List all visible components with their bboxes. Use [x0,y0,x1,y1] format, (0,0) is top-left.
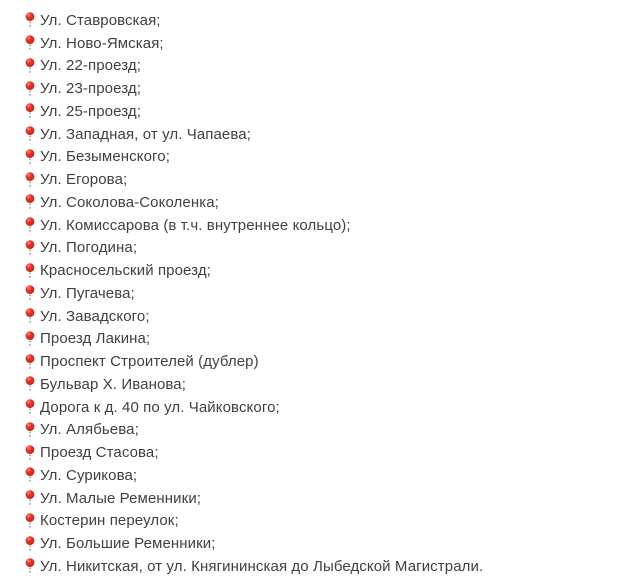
street-list-item [0,237,637,260]
round-pushpin-icon [25,285,35,301]
round-pushpin-icon [25,422,35,438]
street-list-item [0,55,637,78]
street-list-item [0,532,637,555]
street-list-item [0,487,637,510]
street-list-item [0,305,637,328]
street-name: Ул. Малые Ременники; [40,489,202,507]
street-list-item [0,510,637,533]
street-list-item [0,464,637,487]
street-list-item [0,146,637,169]
round-pushpin-icon [25,558,35,574]
round-pushpin-icon [25,217,35,233]
round-pushpin-icon [25,149,35,165]
street-name: Ул. Пугачева; [40,284,135,302]
street-list-item [0,168,637,191]
round-pushpin-icon [25,331,35,347]
street-name: Ул. 25-проезд; [40,102,141,120]
street-name: Бульвар Х. Иванова; [40,375,187,393]
street-list-item [0,259,637,282]
round-pushpin-icon [25,194,35,210]
street-list-item [0,373,637,396]
round-pushpin-icon [25,445,35,461]
street-list-item [0,100,637,123]
street-list-item [0,214,637,237]
street-name: Ул. 22-проезд; [40,57,141,75]
street-name: Ул. Алябьева; [40,421,139,439]
street-list-item [0,282,637,305]
round-pushpin-icon [25,240,35,256]
street-list-item [0,328,637,351]
round-pushpin-icon [25,263,35,279]
street-name: Проспект Строителей (дублер) [40,353,259,371]
street-name: Ул. Сурикова; [40,466,138,484]
street-list-item [0,419,637,442]
round-pushpin-icon [25,126,35,142]
round-pushpin-icon [25,308,35,324]
street-name: Костерин переулок; [40,512,179,530]
round-pushpin-icon [25,490,35,506]
round-pushpin-icon [25,172,35,188]
street-name: Проезд Лакина; [40,330,151,348]
street-name: Ул. Никитская, от ул. Княгининская до Лыбедской Магистрали. [40,557,484,575]
street-list-item [0,123,637,146]
street-name: Ул. Западная, от ул. Чапаева; [40,125,251,143]
street-name: Ул. Ставровская; [40,11,161,29]
street-name: Ул. Безыменского; [40,148,170,166]
street-name: Красносельский проезд; [40,262,211,280]
street-name: Ул. Погодина; [40,239,138,257]
street-name: Ул. Ново-Ямская; [40,34,164,52]
street-list-item [0,32,637,55]
round-pushpin-icon [25,35,35,51]
round-pushpin-icon [25,103,35,119]
street-list-item [0,396,637,419]
street-name: Ул. Соколова-Соколенка; [40,193,219,211]
street-name: Ул. Завадского; [40,307,150,325]
street-name: Проезд Стасова; [40,444,159,462]
street-list-item [0,555,637,578]
street-list-item [0,441,637,464]
round-pushpin-icon [25,399,35,415]
street-name: Ул. 23-проезд; [40,80,141,98]
street-list-item [0,77,637,100]
street-name: Ул. Большие Ременники; [40,535,216,553]
round-pushpin-icon [25,376,35,392]
round-pushpin-icon [25,81,35,97]
street-name: Дорога к д. 40 по ул. Чайковского; [40,398,280,416]
round-pushpin-icon [25,536,35,552]
street-list-item [0,350,637,373]
street-list-item [0,9,637,32]
round-pushpin-icon [25,467,35,483]
round-pushpin-icon [25,58,35,74]
street-list-item [0,191,637,214]
street-name: Ул. Егорова; [40,171,128,189]
round-pushpin-icon [25,12,35,28]
round-pushpin-icon [25,513,35,529]
round-pushpin-icon [25,354,35,370]
street-name: Ул. Комиссарова (в т.ч. внутреннее кольцо); [40,216,351,234]
